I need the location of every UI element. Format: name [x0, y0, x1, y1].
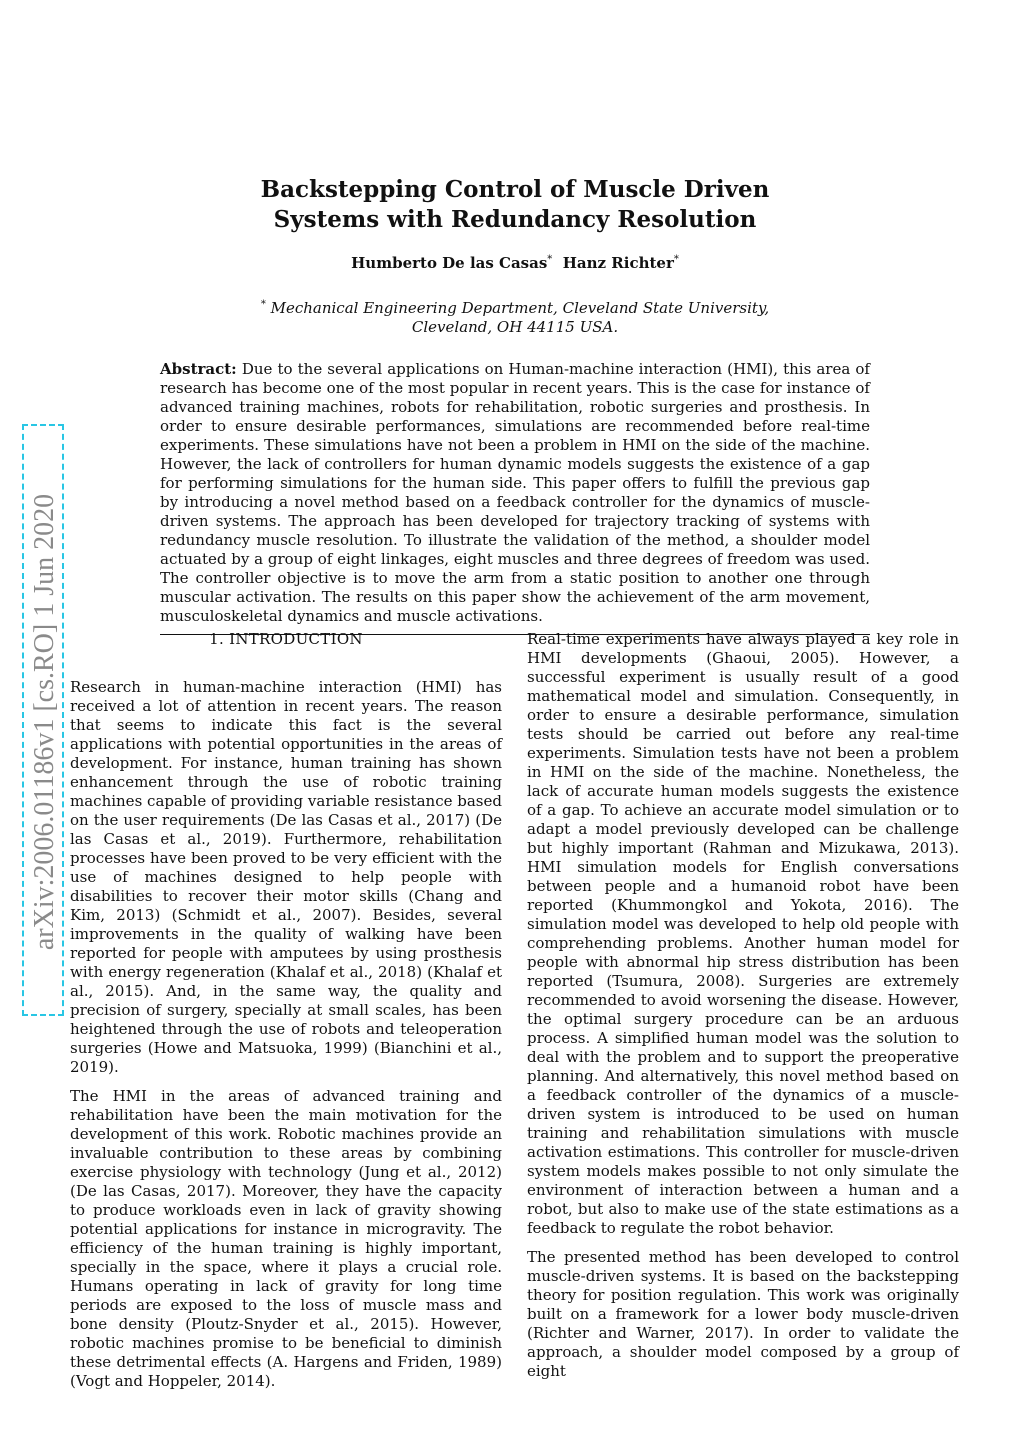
arxiv-stamp-box	[22, 424, 64, 1016]
section-heading: 1. INTRODUCTION	[209, 630, 363, 648]
paragraph: The HMI in the areas of advanced training and rehabilitation have been the main motivation for the development of this work. Robotic machines provide an invaluable contribution to these areas by combining exercise physiology with technology (Jung et al., 2012) (De las Casas, 2017). Moreover, they have the capacity to produce workloads even in lack of gravity showing potential applications for instance in microgravity. The efficiency of the human training is highly important, specially in the space, where it plays a crucial role. Humans operating in lack of gravity for long time periods are exposed to the loss of muscle mass and bone density (Ploutz-Snyder et al., 2015). However, robotic machines promise to be beneficial to diminish these detrimental effects (A. Hargens and Friden, 1989) (Vogt and Hoppeler, 2014).	[70, 1087, 502, 1390]
affiliation-mark: *	[260, 299, 266, 310]
paper-title	[160, 175, 870, 235]
affiliation-line-2: Cleveland, OH 44115 USA.	[411, 318, 619, 336]
affiliation	[200, 295, 830, 337]
abstract-label: Abstract:	[160, 360, 237, 378]
affiliation-line-1: Mechanical Engineering Department, Cleveland State University,	[270, 299, 770, 317]
title-line-2: Systems with Redundancy Resolution	[273, 206, 757, 233]
title-line-1: Backstepping Control of Muscle Driven	[260, 176, 770, 203]
author-2-mark: *	[673, 254, 679, 265]
author-1: Humberto De las Casas	[351, 254, 548, 272]
author-1-mark: *	[547, 254, 553, 265]
author-2: Hanz Richter	[562, 254, 674, 272]
abstract-block	[160, 360, 870, 635]
abstract-text: Due to the several applications on Human-machine interaction (HMI), this area of research has become one of the most popular in recent years. This is the case for instance of advanced training machines, robots for rehabilitation, robotic surgeries and prosthesis. In order to ensure desirable performances, simulations are recommended before real-time experiments. These simulations have not been a problem in HMI on the side of the machine. However, the lack of controllers for human dynamic models suggests the existence of a gap for performing simulations for the human side. This paper offers to fulfill the previous gap by introducing a novel method based on a feedback controller for the dynamics of muscle-driven systems. The approach has been developed for trajectory tracking of systems with redundancy muscle resolution. To illustrate the validation of the method, a shoulder model actuated by a group of eight linkages, eight muscles and three degrees of freedom was used. The controller objective is to move the arm from a static position to another one through muscular activation. The results on this paper show the achievement of the arm movement, musculoskeletal dynamics and muscle activations.	[160, 360, 870, 625]
right-column	[527, 630, 959, 1391]
paragraph: The presented method has been developed to control muscle-driven systems. It is based on the backstepping theory for position regulation. This work was originally built on a framework for a lower body muscle-driven (Richter and Warner, 2017). In order to validate the approach, a shoulder model composed by a group of eight	[527, 1248, 959, 1380]
author-list	[160, 254, 870, 272]
arxiv-identifier: arXiv:2006.01186v1 [cs.RO] 1 Jun 2020	[29, 493, 60, 951]
paragraph: Real-time experiments have always played a key role in HMI developments (Ghaoui, 2005). However, a successful experiment is usually result of a good mathematical model and simulation. Consequently, in order to ensure a desirable performance, simulation tests should be carried out before any real-time experiments. Simulation tests have not been a problem in HMI on the side of the machine. Nonetheless, the lack of accurate human models suggests the existence of a gap. To achieve an accurate model simulation or to adapt a model previously developed can be challenge but highly important (Rahman and Mizukawa, 2013). HMI simulation models for English conversations between people and a humanoid robot have been reported (Khummongkol and Yokota, 2016). The simulation model was developed to help old people with comprehending problems. Another human model for people with abnormal hip stress distribution has been reported (Tsumura, 2008). Surgeries are extremely recommended to avoid worsening the disease. However, the optimal surgery procedure can be an arduous process. A simplified human model was the solution to deal with the problem and to support the preoperative planning. And alternatively, this novel method based on a feedback controller of the dynamics of a muscle-driven system is introduced to be used on human training and rehabilitation simulations with muscle activation estimations. This controller for muscle-driven system models makes possible to not only simulate the environment of interaction between a human and a robot, but also to make use of the state estimations as a feedback to regulate the robot behavior.	[527, 630, 959, 1237]
left-column	[70, 630, 502, 1401]
paragraph: Research in human-machine interaction (HMI) has received a lot of attention in recent years. The reason that seems to indicate this fact is the several applications with potential opportunities in the areas of development. For instance, human training has shown enhancement through the use of robotic training machines capable of providing variable resistance based on the user requirements (De las Casas et al., 2017) (De las Casas et al., 2019). Furthermore, rehabilitation processes have been proved to be very efficient with the use of machines designed to help people with disabilities to recover their motor skills (Chang and Kim, 2013) (Schmidt et al., 2007). Besides, several improvements in the quality of walking have been reported for people with amputees by using prosthesis with energy regeneration (Khalaf et al., 2018) (Khalaf et al., 2015). And, in the same way, the quality and precision of surgery, specially at small scales, has been heightened through the use of robots and teleoperation surgeries (Howe and Matsuoka, 1999) (Bianchini et al., 2019).	[70, 678, 502, 1076]
